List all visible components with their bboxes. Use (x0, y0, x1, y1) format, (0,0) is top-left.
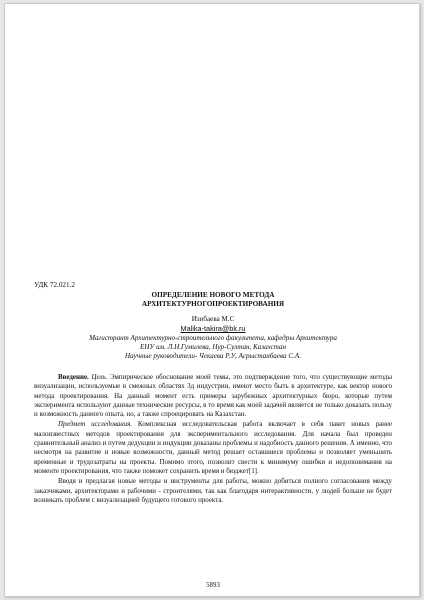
udk-code: УДК 72.021.2 (34, 281, 76, 289)
intro-paragraph (34, 373, 392, 419)
article-title-line-1: ОПРЕДЕЛЕНИЕ НОВОГО МЕТОДА (151, 291, 275, 299)
article-body (34, 373, 392, 506)
subject-paragraph (34, 420, 392, 476)
goal-label: Цель. (91, 373, 108, 381)
author-university: ЕНУ им. Л.Н.Гумилева, Нур-Султан, Казахстан (139, 343, 287, 351)
closing-paragraph: Вводя и предлагая новые методы и инструменты для работы, можно добиться полного согласования между заказчиками, архитекторами и рабочими - строителями, так как благодаря интерактивности, у людей больше не будет возникать проблем с визуализацией будущего готового проекта. (34, 477, 392, 504)
document-page (4, 3, 420, 597)
page-number: 5893 (206, 582, 220, 589)
intro-text: Эмпирическое обоснование моей темы, это подтверждение того, что существующие методы визуализации, используемые в смежных областях 3д индустрии, имеют место быть в архитектуре, как вектор нового метода проектирования. На данный момент есть примеры зарубежных архитектурных бюро, которые путем эксперимента используют данные технические ресурсы, в то время как моей задачей является не только доказать пользу и возможность данного опыта, но, а также спроецировать на Казахстан. (34, 373, 392, 419)
author-name: Изибаева М.С (191, 315, 235, 323)
author-email-link[interactable]: Malika-takira@bk.ru (180, 324, 246, 333)
author-affiliation: Магистрант Архитектурно-строительного факультета, кафедры Архитектура (89, 334, 337, 342)
article-title-line-2: АРХИТЕКТУРНОГОПРОЕКТИРОВАНИЯ (141, 300, 285, 308)
intro-heading: Введение. (58, 373, 89, 381)
scientific-supervisors: Научные руководители- Чекаева Р.У, Асрыстанбаева С.А. (125, 352, 301, 360)
subject-label: Предмет исследования. (58, 420, 133, 429)
subject-text: Комплексная исследовательская работа включает в себя пакет новых ранее малоизвестных методов проектирования для экспериментального исследования. Для начала был проведен сравнительный анализ и путем дедукции и индукции доказаны проблемы и надобность данного решения. А именно, что несмотря на развитие и новые возможности, данный метод решает оставшиеся проблемы и позволяет уменьшить временные и трудозатраты на проекты. Помимо этого, позволит свести к минимуму ошибки и недопонимания на моменте проектирования, что также поможет сохранить время и бюджет[1]. (34, 420, 392, 475)
